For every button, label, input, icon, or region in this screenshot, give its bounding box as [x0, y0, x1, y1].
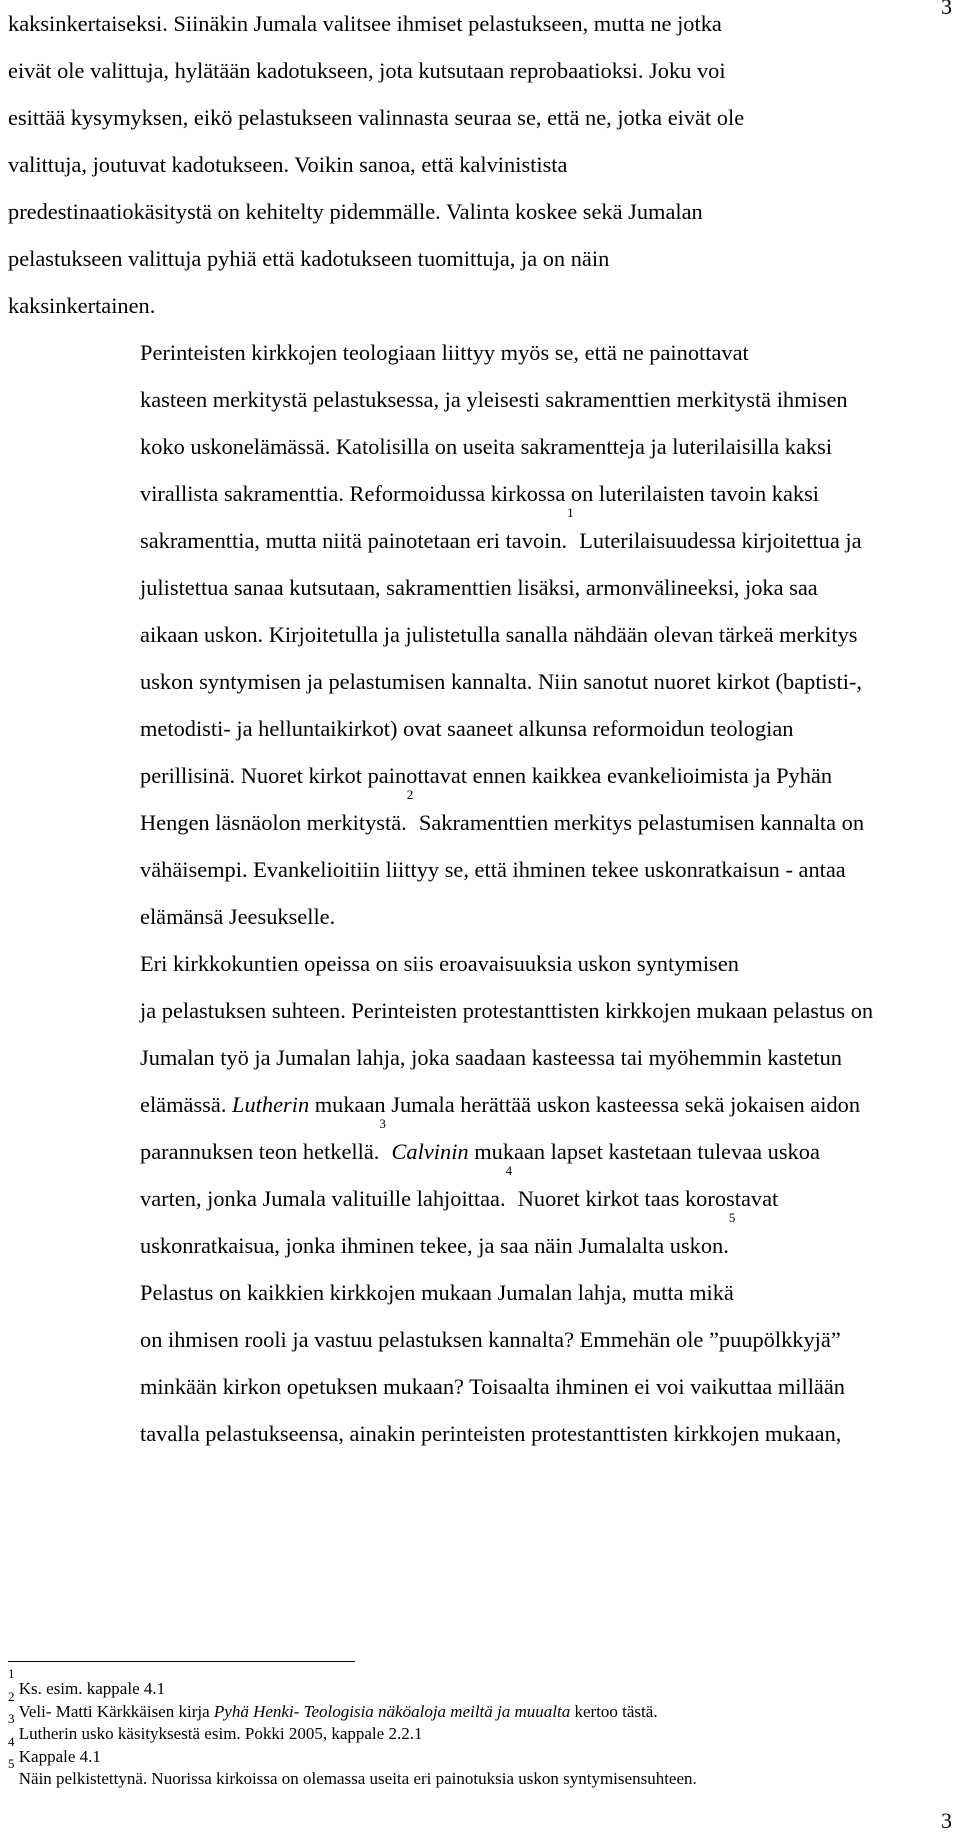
paragraph [8, 1269, 948, 1457]
text-run: valittuja, joutuvat kadotukseen. Voikin sanoa, että kalvinistista [8, 152, 568, 177]
text-run: Eri kirkkokuntien opeissa on siis eroavaisuuksia uskon syntymisen [140, 951, 739, 976]
footnote-line [641, 1769, 697, 1788]
footnotes [8, 1666, 948, 1791]
text-line [8, 1363, 948, 1410]
text-line [8, 1210, 948, 1269]
text-line [8, 423, 948, 470]
text-run: on ihmisen rooli ja vastuu pelastuksen kannalta? Emmehän ole ”puupölkkyjä” [140, 1327, 841, 1352]
text-run: sakramenttia, mutta niitä painotetaan eri tavoin. [140, 528, 568, 553]
text-run: suhteen. [640, 1769, 697, 1788]
text-run: Nuoret kirkot taas korostavat [512, 1186, 779, 1211]
text-run: virallista sakramenttia. Reformoidussa kirkossa on luterilaisten tavoin kaksi [140, 481, 820, 506]
text-line [8, 47, 948, 94]
italic-text: Calvinin [391, 1139, 469, 1164]
text-line [8, 235, 948, 282]
text-run: Jumalan työ ja Jumalan lahja, joka saadaan kasteessa tai myöhemmin kastetun [140, 1045, 842, 1070]
footnote-reference: 3 [8, 1711, 15, 1726]
text-line [8, 376, 948, 423]
text-line [8, 1410, 948, 1457]
text-run: aikaan uskon. Kirjoitetulla ja julistetulla sanalla nähdään olevan tärkeä merkitys [140, 622, 858, 647]
text-run: kasteen merkitystä pelastuksessa, ja yleisesti sakramenttien merkitystä ihmisen [140, 387, 848, 412]
text-line [8, 1163, 948, 1222]
paragraph [8, 940, 948, 1269]
text-run: Kappale 4.1 [14, 1746, 101, 1766]
text-run: Sakramenttien merkitys pelastumisen kannalta on [413, 810, 865, 835]
page-number-bottom: 3 [941, 1808, 952, 1833]
text-line [8, 611, 948, 658]
footnote-reference: 2 [8, 1688, 15, 1704]
text-line [8, 987, 948, 1034]
text-line [8, 1081, 948, 1128]
text-run: kaksinkertaiseksi. Siinäkin Jumala valitsee ihmiset pelastukseen, mutta ne jotka [8, 11, 722, 36]
text-run: perillisinä. Nuoret kirkot painottavat ennen kaikkea evankelioimista ja Pyhän [140, 763, 833, 788]
text-run: mukaan lapset kastetaan tulevaa uskoa [468, 1139, 820, 1164]
text-run: predestinaatiokäsitystä on kehitelty pidemmälle. Valinta koskee sekä Jumalan [8, 199, 703, 224]
text-run: parannuksen teon hetkellä. [140, 1139, 380, 1164]
text-run: Hengen läsnäolon merkitystä. [140, 810, 407, 835]
text-run: Näin pelkistettynä. Nuorissa kirkoissa on olemassa useita eri painotuksia uskon syntymisen [14, 1769, 641, 1788]
text-run: koko uskonelämässä. Katolisilla on useita sakramentteja ja luterilaisilla kaksi [140, 434, 833, 459]
footnote [8, 1666, 948, 1701]
text-line [8, 94, 948, 141]
text-line [8, 846, 948, 893]
text-run: pelastukseen valittuja pyhiä että kadotukseen tuomittuja, ja on näin [8, 246, 610, 271]
footnote-reference: 4 [505, 1163, 513, 1178]
text-line [8, 940, 948, 987]
text-line [8, 505, 948, 564]
text-run: Ks. esim. kappale 4.1 [14, 1679, 166, 1698]
text-line [8, 658, 948, 705]
text-line [8, 564, 948, 611]
text-line [8, 329, 948, 376]
text-run: vähäisempi. Evankelioitiin liittyy se, että ihminen tekee uskonratkaisun - antaa [140, 857, 846, 882]
italic-text: Pyhä Henki- Teologisia näköaloja meiltä ja muualta [213, 1701, 571, 1721]
text-run: kaksinkertainen. [8, 293, 156, 318]
paragraph [8, 0, 948, 329]
text-run: Veli- Matti Kärkkäisen kirja [14, 1701, 214, 1721]
footnote-reference: 1 [567, 505, 574, 520]
footnote-line [8, 1666, 166, 1698]
text-line [8, 282, 948, 329]
text-run: ja pelastuksen suhteen. Perinteisten protestanttisten kirkkojen mukaan pelastus on [140, 998, 874, 1023]
text-run: elämänsä Jeesukselle. [140, 904, 336, 929]
text-run: Pelastus on kaikkien kirkkojen mukaan Jumalan lahja, mutta mikä [140, 1280, 734, 1305]
footnote-separator [8, 1661, 355, 1662]
text-run: kertoo tästä. [570, 1701, 658, 1721]
footnote-reference: 4 [8, 1733, 15, 1749]
text-run: Perinteisten kirkkojen teologiaan liittyy myös se, että ne painottavat [140, 340, 749, 365]
text-line [8, 0, 948, 47]
text-line [8, 893, 948, 940]
text-line [8, 787, 948, 846]
text-run: varten, jonka Jumala valituille lahjoittaa. [140, 1186, 506, 1211]
text-run: julistettua sanaa kutsutaan, sakramenttien lisäksi, armonvälineeksi, joka saa [140, 575, 818, 600]
text-line [8, 1034, 948, 1081]
text-run: mukaan Jumala herättää uskon kasteessa sekä jokaisen aidon [309, 1092, 861, 1117]
page-number-top: 3 [941, 0, 952, 19]
text-run: Luterilaisuudessa kirjoitettua ja [573, 528, 862, 553]
text-run: esittää kysymyksen, eikö pelastukseen valinnasta seuraa se, että ne, jotka eivät ole [8, 105, 745, 130]
text-run: uskon syntymisen ja pelastumisen kannalta. Niin sanotut nuoret kirkot (baptisti-, [140, 669, 862, 694]
text-line [8, 141, 948, 188]
text-run: elämässä. [140, 1092, 233, 1117]
footnote-reference: 1 [8, 1666, 15, 1681]
text-line [8, 752, 948, 799]
text-run: tavalla pelastukseensa, ainakin perinteisten protestanttisten kirkkojen mukaan, [140, 1421, 842, 1446]
text-line [8, 1116, 948, 1175]
footnote-reference: 5 [8, 1756, 15, 1771]
footnote-reference: 5 [728, 1210, 736, 1225]
footnote-reference: 2 [406, 787, 414, 802]
text-run: uskonratkaisua, jonka ihminen tekee, ja saa näin Jumalalta uskon. [140, 1233, 729, 1258]
text-run: eivät ole valittuja, hylätään kadotukseen, jota kutsutaan reprobaatioksi. Joku voi [8, 58, 726, 83]
text-line [8, 470, 948, 517]
text-run: metodisti- ja helluntaikirkot) ovat saaneet alkunsa reformoidun teologian [140, 716, 794, 741]
text-line [8, 705, 948, 752]
paragraph [8, 329, 948, 940]
text-line [8, 188, 948, 235]
footnote-line [8, 1733, 101, 1766]
body-text [8, 0, 948, 1457]
text-run: minkään kirkon opetuksen mukaan? Toisaalta ihminen ei voi vaikuttaa millään [140, 1374, 845, 1399]
text-line [8, 1316, 948, 1363]
footnote-reference: 3 [379, 1116, 386, 1131]
italic-text: Lutherin [232, 1092, 310, 1117]
text-run: Lutherin usko käsityksestä esim. Pokki 2005, kappale 2.2.1 [14, 1724, 423, 1743]
text-line [8, 1269, 948, 1316]
